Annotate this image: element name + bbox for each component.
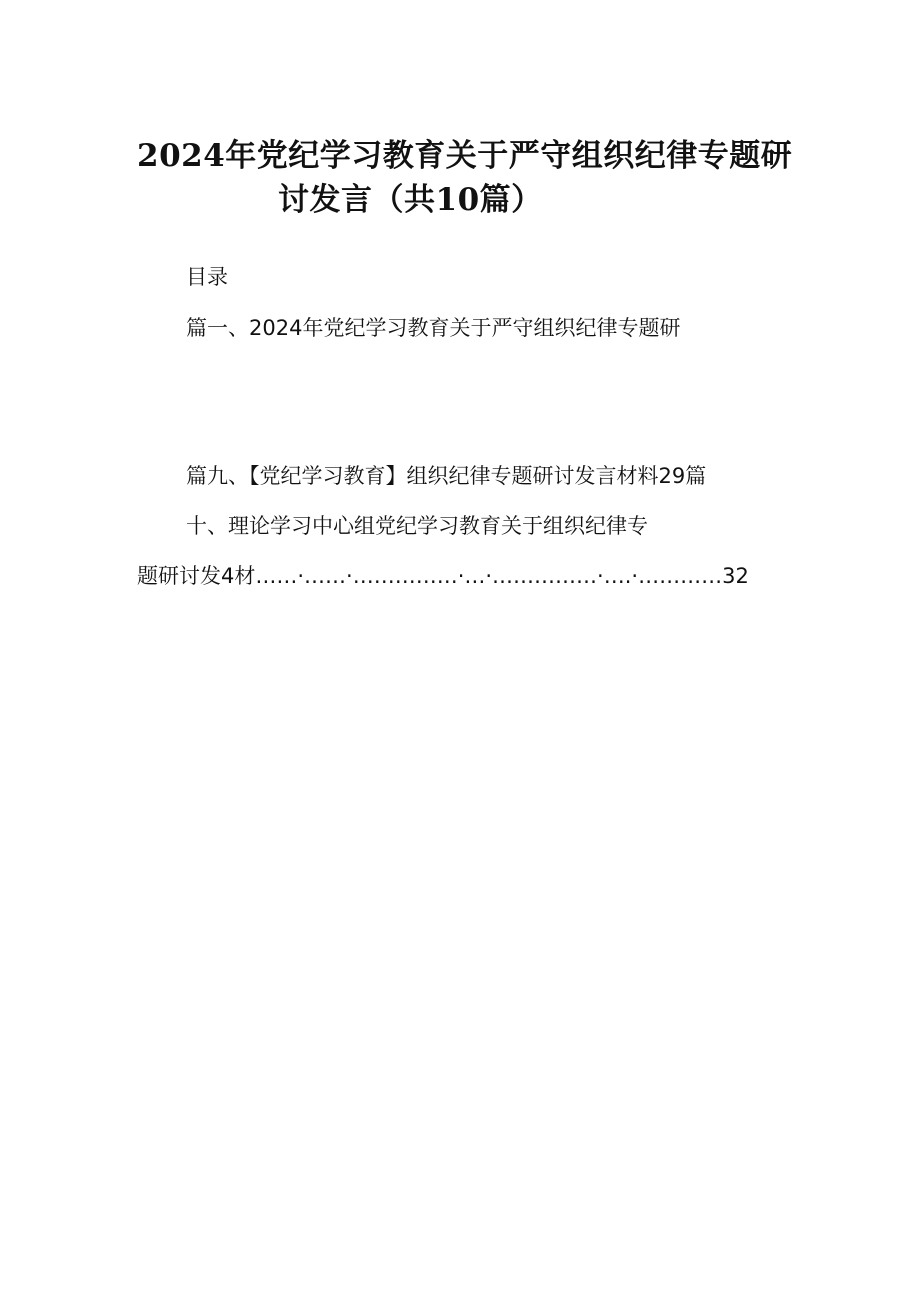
title-line-2: 讨发言（共10篇） [278,182,543,218]
title-line-1: 2024年党纪学习教育关于严守组织纪律专题研 [137,138,793,174]
toc-entry-10-line-1[interactable]: 十、理论学习中心组党纪学习教育关于组织纪律专 [186,514,648,538]
toc-entry-10-line-2[interactable]: 题研讨发4材……·……·……………·…·……………·….·…………32 [137,564,749,588]
toc-entry-1[interactable]: 篇一、2024年党纪学习教育关于严守组织纪律专题研 [186,316,681,340]
toc-entry-9[interactable]: 篇九、【党纪学习教育】组织纪律专题研讨发言材料29篇 [186,464,707,488]
toc-heading: 目录 [186,265,228,289]
